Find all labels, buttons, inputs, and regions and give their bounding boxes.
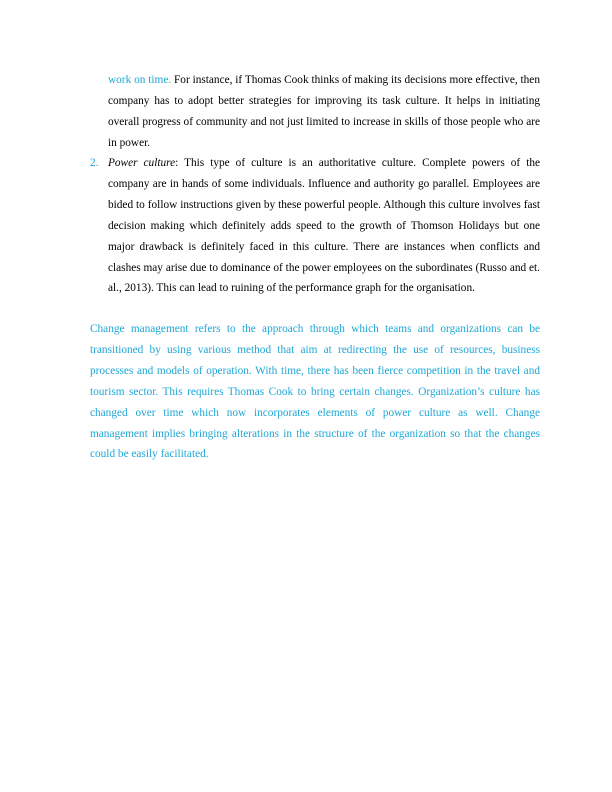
list-item-power-culture: [108, 153, 540, 299]
continuation-blue-lead: work on time.: [108, 74, 172, 86]
continuation-text: For instance, if Thomas Cook thinks of making its decisions more effective, then company has to adopt better strategies for improving its task culture. It helps in initiating overall progress of community and not just limited to increase in skills of those people who are in power.: [108, 74, 540, 149]
change-management-paragraph: Change management refers to the approach through which teams and organizations can be transitioned by using various method that aim at redirecting the use of resources, business processes and models of operation. With time, there has been fierce competition in the travel and tourism sector. This requires Thomas Cook to bring certain changes. Organization’s culture has changed over time which now incorporates elements of power culture as well. Change management implies bringing alterations in the structure of the organization so that the changes could be easily facilitated.: [90, 323, 540, 461]
continuation-paragraph: [108, 70, 540, 154]
list-number-2: 2.: [90, 157, 99, 169]
list-item-term: Power culture: [108, 157, 176, 169]
list-item-text: : This type of culture is an authoritative culture. Complete powers of the company are in hands of some individuals. Influence and authority go parallel. Employees are bided to follow instructions given by these powerful people. Although this culture involves fast decision making which definitely adds speed to the growth of Thomson Holidays but one major drawback is definitely faced in this culture. There are instances when conflicts and clashes may arise due to dominance of the power employees on the subordinates (Russo and et. al., 2013). This can lead to ruining of the performance graph for the organisation.: [108, 157, 540, 295]
